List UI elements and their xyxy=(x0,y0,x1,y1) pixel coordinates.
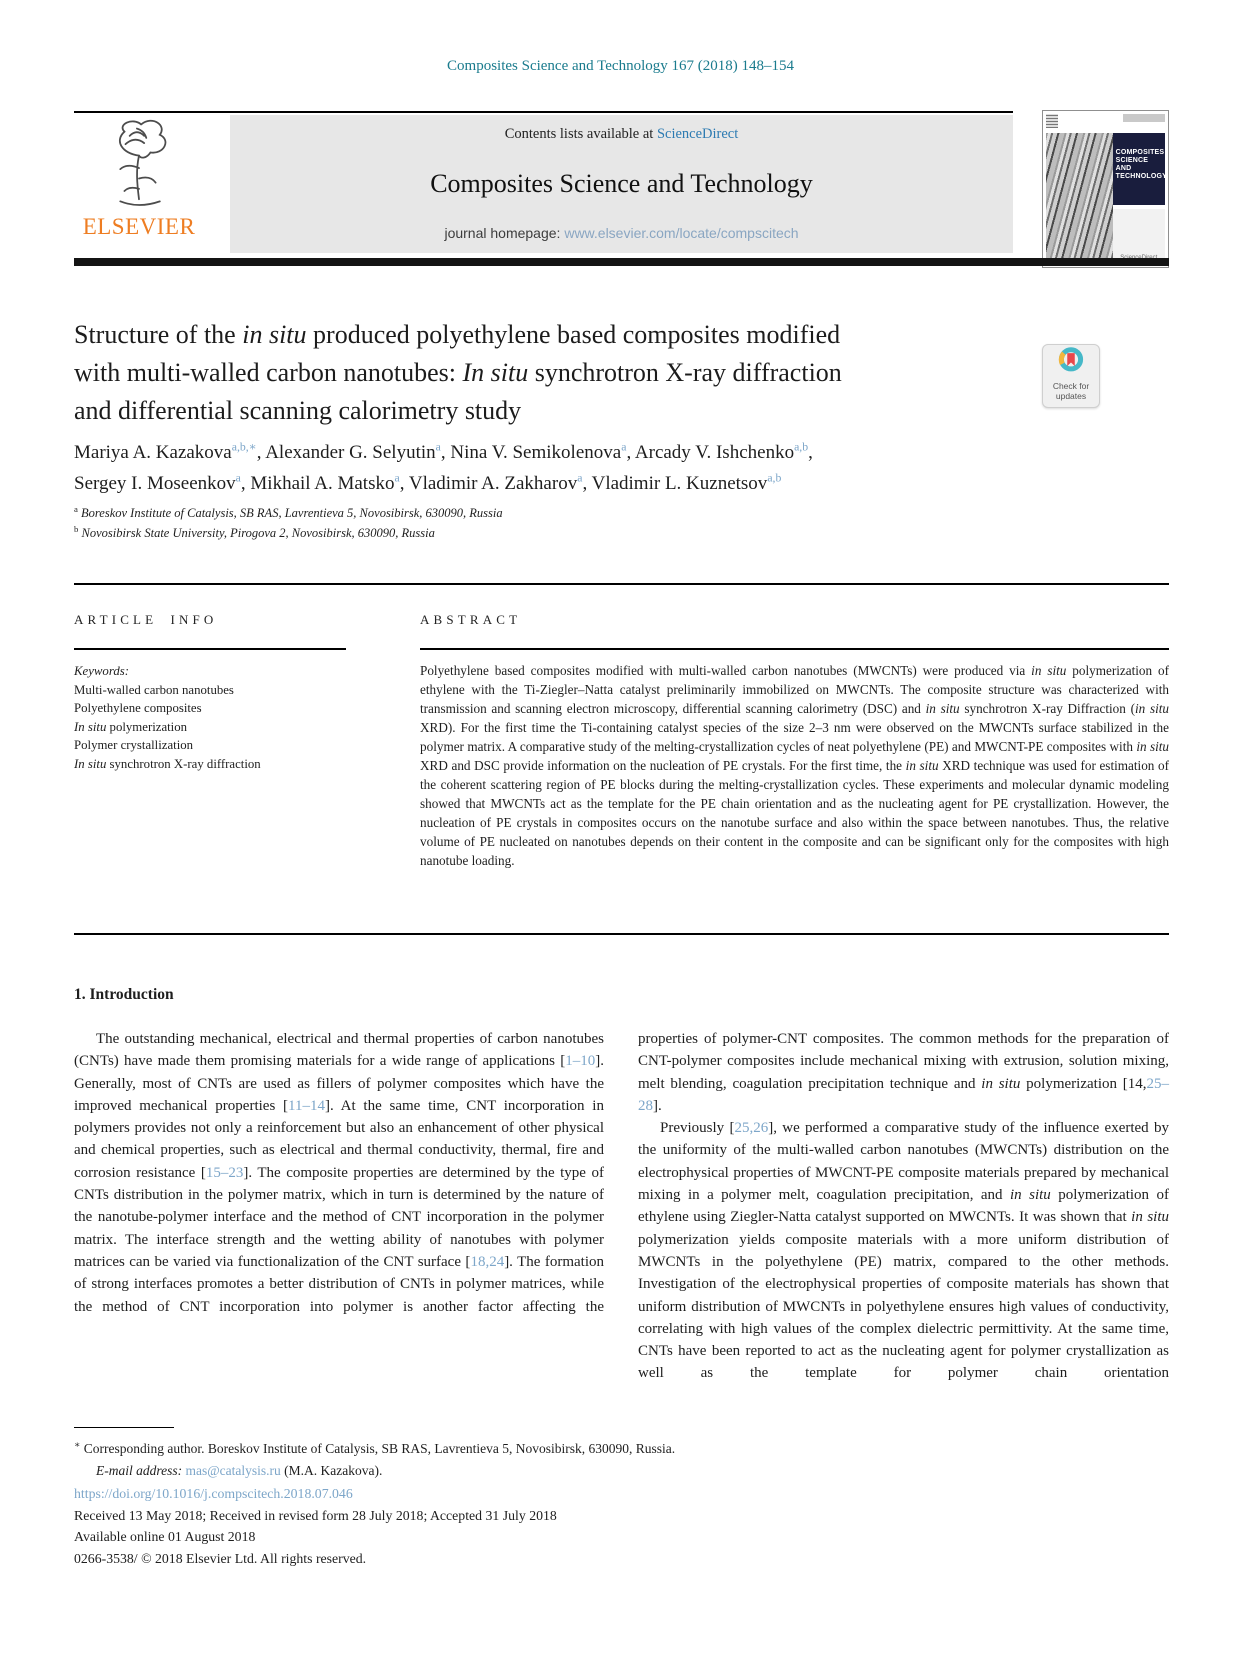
text-segment: polymerization [14, xyxy=(1020,1075,1147,1092)
text-segment: Boreskov Institute of Catalysis, SB RAS, Lavrentieva 5, Novosibirsk, 630090, Russia xyxy=(77,506,503,520)
text-segment: polymerization of ethylene with the Ti-Ziegler–Natta catalyst preliminarily immobilized on MWCNTs. The composite structure was characterized with transmission and scanning electron microscopy, differential scanning calorimetry (DSC) and xyxy=(420,663,1169,716)
text-segment: and differential scanning calorimetry study xyxy=(74,396,522,425)
header-thick-bar xyxy=(74,258,1169,266)
authors-line-1 xyxy=(74,437,1169,468)
text-segment: in situ xyxy=(1131,1209,1169,1226)
copyright-line: 0266-3538/ © 2018 Elsevier Ltd. All rights reserved. xyxy=(74,1550,367,1566)
intro-left-column xyxy=(74,1028,604,1318)
text-segment: Novosibirsk State University, Pirogova 2, Novosibirsk, 630090, Russia xyxy=(78,526,435,540)
author-list xyxy=(74,437,1169,499)
text-segment: Polyethylene composites xyxy=(74,701,202,715)
text-segment: , Arcady V. Ishchenko xyxy=(626,442,795,463)
keyword-item xyxy=(74,699,374,718)
text-segment: a xyxy=(74,503,78,514)
text-segment: a xyxy=(435,440,441,454)
check-for-updates-badge[interactable] xyxy=(1042,344,1100,408)
banner-journal-title: Composites Science and Technology xyxy=(430,169,813,198)
keyword-item xyxy=(74,755,374,774)
available-online-line: Available online 01 August 2018 xyxy=(74,1529,256,1544)
corresponding-author-note xyxy=(74,1441,1169,1457)
text-segment: Contents lists available at xyxy=(504,126,657,142)
cover-masthead xyxy=(1046,114,1165,132)
inline-link[interactable]: 18,24 xyxy=(470,1253,505,1270)
section-divider xyxy=(74,583,1169,585)
text-segment: a,b,∗ xyxy=(231,440,257,454)
text-segment: synchrotron X-ray diffraction xyxy=(528,358,842,387)
text-segment: Keywords: xyxy=(74,664,129,678)
inline-link[interactable]: 15–23 xyxy=(205,1164,244,1181)
cover-elsevier-mini-logo-icon xyxy=(1046,114,1058,128)
text-segment: Corresponding author. Boreskov Institute of Catalysis, SB RAS, Lavrentieva 5, Novosibirsk, 630090, Russia. xyxy=(80,1441,676,1456)
text-segment: a xyxy=(235,471,241,485)
keyword-item xyxy=(74,736,374,755)
article-title-line xyxy=(74,316,1009,354)
text-segment: In situ xyxy=(74,719,107,734)
article-info-rule xyxy=(74,648,346,650)
email-link[interactable]: mas@catalysis.ru xyxy=(185,1463,281,1478)
header-top-rule xyxy=(74,111,1013,113)
text-segment: (M.A. Kazakova). xyxy=(280,1463,383,1478)
inline-link[interactable]: 25,26 xyxy=(734,1120,769,1137)
text-segment: properties of polymer-CNT composites. The common methods for the preparation of CNT-polymer composites include mechanical mixing with extrusion, solution mixing, melt blending, coagulation precipitation technique and xyxy=(638,1031,1169,1092)
cover-masthead-block xyxy=(1123,114,1165,122)
cover-right-panel xyxy=(1113,133,1168,264)
contents-line xyxy=(505,126,739,143)
text-segment: produced polyethylene based composites modified xyxy=(306,320,841,349)
text-segment: a xyxy=(577,471,583,485)
text-segment: synchrotron X-ray Diffraction ( xyxy=(959,701,1135,716)
text-segment: ]. At the same time, CNT incorporation in polymers provides not only a reinforcement but also an enhancement of other physical and chemical properties, such as electrical and thermal conductivity, thermal, fire and corrosion resistance [ xyxy=(74,1097,604,1181)
text-segment: The outstanding mechanical, electrical and thermal properties of carbon nanotubes (CNTs) have made them promising materials for a wide range of applications [ xyxy=(74,1031,604,1070)
elsevier-logo[interactable] xyxy=(74,116,204,254)
text-segment: polymerization yields composite materials with a more uniform distribution of MWCNTs in the polyethylene (PE) matrix, compared to the other methods. Investigation of the electrophysical properties of composite materials has shown that uniform distribution of MWCNTs in polyethylene ensures high values of conductivity, correlating with high values of the complex dielectric permittivity. At the same time, CNTs have been reported to act as the nucleating agent for polymer crystallization as well as the template for polymer chain orientation xyxy=(638,1231,1169,1382)
text-segment: a,b xyxy=(794,440,809,454)
text-segment: ]. The composite properties are determined by the type of CNTs distribution in the polymer matrix, which in turn is determined by the nature of the nanotube-polymer interface and the method of CNT incorporation in the polymer matrix. The interface strength and the wetting ability of nanotubes with polymer matrices can be varied via functionalization of the CNT surface [ xyxy=(74,1164,604,1270)
text-segment: polymerization xyxy=(106,719,188,734)
intro-paragraph xyxy=(74,1028,604,1318)
text-segment: Polymer crystallization xyxy=(74,738,194,752)
text-segment: , Mikhail A. Matsko xyxy=(240,473,395,494)
text-segment: , Vladimir A. Zakharov xyxy=(399,473,578,494)
check-for-updates-label: Check for updates xyxy=(1052,381,1090,401)
text-segment: , Vladimir L. Kuznetsov xyxy=(582,473,768,494)
text-segment: in situ xyxy=(1134,701,1170,716)
authors-line-2 xyxy=(74,468,1169,499)
text-segment: In situ xyxy=(462,358,529,387)
cover-sem-image xyxy=(1046,133,1113,264)
affiliation-b xyxy=(74,523,1169,543)
text-segment: E-mail address: xyxy=(96,1463,183,1478)
cover-subpanel xyxy=(1113,205,1165,255)
elsevier-tree-icon xyxy=(87,116,191,216)
text-segment: a xyxy=(394,471,400,485)
text-segment: synchrotron X-ray diffraction xyxy=(106,756,261,771)
inline-link[interactable]: 1–10 xyxy=(565,1053,596,1070)
text-segment: XRD). For the first time the Ti-containing catalyst species of the size 2–3 nm were observed on the MWCNTs surface stabilized in the polymer matrix. A comparative study of the melting-crystallization cycles of neat polyethylene (PE) and MWCNT-PE composites with xyxy=(420,720,1169,754)
text-segment: in situ xyxy=(1136,739,1170,754)
cover-title-panel: COMPOSITES SCIENCE AND TECHNOLOGY xyxy=(1113,133,1165,205)
text-segment: Multi-walled carbon nanotubes xyxy=(74,682,234,697)
affiliations xyxy=(74,503,1169,543)
text-segment: a,b xyxy=(767,471,782,485)
text-segment: ], we performed a comparative study of the influence exerted by the uniformity of the multi-walled carbon nanotubes (MWCNTs) distribution on the electrophysical properties of MWCNT-PE composite materials prepared by mechanical mixing in a polymer melt, coagulation precipitation, and xyxy=(638,1120,1169,1204)
text-segment: ∗ xyxy=(74,1440,81,1451)
abstract-rule xyxy=(420,648,1169,650)
crossmark-icon xyxy=(1056,345,1086,377)
text-segment: XRD and DSC provide information on the nucleation of PE crystals. For the first time, the xyxy=(420,758,906,773)
email-note xyxy=(96,1463,1096,1479)
intro-paragraph xyxy=(638,1028,1169,1117)
text-segment: ]. The formation of strong interfaces promotes a better distribution of CNTs in polymer matrices, while the method of CNT incorporation into polymer is another factor affecting the xyxy=(74,1253,605,1315)
text-segment: In situ xyxy=(74,756,107,771)
intro-paragraph xyxy=(638,1117,1169,1385)
inline-link[interactable]: 25–28 xyxy=(638,1075,1169,1114)
abstract-text xyxy=(420,661,1169,870)
text-segment: , Alexander G. Selyutin xyxy=(256,442,436,463)
text-segment: Previously [ xyxy=(660,1120,735,1137)
body-divider xyxy=(74,933,1169,935)
text-segment: ]. xyxy=(653,1097,662,1114)
text-segment: in situ xyxy=(1010,1187,1051,1204)
text-segment: a xyxy=(621,440,627,454)
keywords-label xyxy=(74,662,374,681)
introduction-heading: 1. Introduction xyxy=(74,986,174,1003)
text-segment: XRD technique was used for estimation of the coherent scattering region of PE blocks during the melting-crystallization cycles. These experiments and molecular dynamic modeling showed that MWCNTs act as the template for the PE chain orientation and as the nucleating agent for PE crystallization. However, the nucleation of PE crystals in composites occurs on the nanotube surface and also within the space between nanotubes. Thus, the relative volume of PE nucleated on nanotubes depends on their content in the composite and can be significant only for the composites with high nanotube loading. xyxy=(420,758,1169,868)
article-title xyxy=(74,316,1009,430)
text-segment: journal homepage: xyxy=(444,225,565,241)
article-title-line xyxy=(74,354,1009,392)
doi-link[interactable]: https://doi.org/10.1016/j.compscitech.2018.07.046 xyxy=(74,1486,353,1501)
text-segment: in situ xyxy=(981,1075,1021,1092)
article-footer xyxy=(74,1483,1169,1569)
keyword-item xyxy=(74,681,374,700)
text-segment: Polyethylene based composites modified with multi-walled carbon nanotubes (MWCNTs) were produced via xyxy=(420,663,1032,678)
article-title-line xyxy=(74,392,1009,430)
intro-right-column xyxy=(638,1028,1169,1385)
text-segment: , xyxy=(808,442,813,463)
elsevier-wordmark: ELSEVIER xyxy=(82,214,196,239)
homepage-link[interactable]: www.elsevier.com/locate/compscitech xyxy=(564,225,799,241)
homepage-line xyxy=(444,225,798,241)
text-segment: in situ xyxy=(242,320,307,349)
text-segment: Mariya A. Kazakova xyxy=(74,442,232,463)
keyword-item xyxy=(74,718,374,737)
cover-artwork xyxy=(1046,133,1168,264)
inline-link[interactable]: 11–14 xyxy=(288,1097,325,1114)
footnote-divider xyxy=(74,1427,174,1428)
abstract-heading: ABSTRACT xyxy=(420,612,522,627)
text-segment: in situ xyxy=(1031,663,1067,678)
article-info-heading: ARTICLE INFO xyxy=(74,612,218,627)
journal-cover-thumbnail[interactable] xyxy=(1042,110,1169,268)
text-segment: b xyxy=(74,523,79,534)
received-line: Received 13 May 2018; Received in revised form 28 July 2018; Accepted 31 July 2018 xyxy=(74,1507,557,1523)
header-banner xyxy=(230,115,1013,253)
keywords-block xyxy=(74,662,374,773)
text-segment: ]. Generally, most of CNTs are used as fillers of polymer composites which have the improved mechanical properties [ xyxy=(74,1053,604,1114)
text-segment: , Nina V. Semikolenova xyxy=(440,442,622,463)
text-segment: polymerization of ethylene using Ziegler-Natta catalyst supported on MWCNTs. It was shown that xyxy=(638,1187,1169,1226)
sciencedirect-link[interactable]: ScienceDirect xyxy=(656,126,739,142)
text-segment: with multi-walled carbon nanotubes: xyxy=(74,358,463,387)
affiliation-a xyxy=(74,503,1169,523)
text-segment: in situ xyxy=(925,701,960,716)
journal-citation-header: Composites Science and Technology 167 (2018) 148–154 xyxy=(447,58,794,74)
text-segment: Sergey I. Moseenkov xyxy=(74,473,236,494)
text-segment: in situ xyxy=(905,758,939,773)
text-segment: Structure of the xyxy=(74,320,243,349)
